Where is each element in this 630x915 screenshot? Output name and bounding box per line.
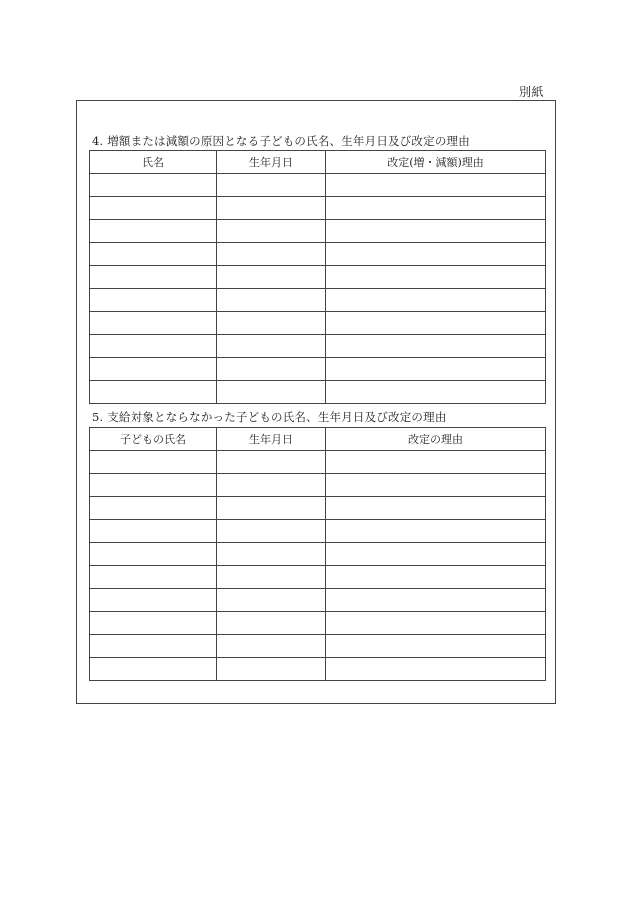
table-row bbox=[90, 474, 546, 497]
birthdate-cell[interactable] bbox=[217, 335, 326, 358]
table-row bbox=[90, 451, 546, 474]
birthdate-cell[interactable] bbox=[217, 243, 326, 266]
column-header-birthdate: 生年月日 bbox=[217, 151, 326, 174]
column-header-reason: 改定の理由 bbox=[326, 428, 546, 451]
birthdate-cell[interactable] bbox=[217, 197, 326, 220]
name-cell[interactable] bbox=[90, 266, 217, 289]
birthdate-cell[interactable] bbox=[217, 635, 326, 658]
reason-cell[interactable] bbox=[326, 220, 546, 243]
table-row bbox=[90, 335, 546, 358]
name-cell[interactable] bbox=[90, 543, 217, 566]
table-row bbox=[90, 289, 546, 312]
reason-cell[interactable] bbox=[326, 197, 546, 220]
column-header-reason: 改定(増・減額)理由 bbox=[326, 151, 546, 174]
birthdate-cell[interactable] bbox=[217, 612, 326, 635]
birthdate-cell[interactable] bbox=[217, 497, 326, 520]
table-row bbox=[90, 497, 546, 520]
name-cell[interactable] bbox=[90, 381, 217, 404]
table-row bbox=[90, 381, 546, 404]
table-row bbox=[90, 658, 546, 681]
name-cell[interactable] bbox=[90, 197, 217, 220]
reason-cell[interactable] bbox=[326, 381, 546, 404]
name-cell[interactable] bbox=[90, 474, 217, 497]
table-row bbox=[90, 612, 546, 635]
name-cell[interactable] bbox=[90, 589, 217, 612]
birthdate-cell[interactable] bbox=[217, 543, 326, 566]
birthdate-cell[interactable] bbox=[217, 451, 326, 474]
name-cell[interactable] bbox=[90, 358, 217, 381]
table-header-row bbox=[90, 428, 546, 451]
section-4-heading: 4. 増額または減額の原因となる子どもの氏名、生年月日及び改定の理由 bbox=[92, 134, 470, 148]
reason-cell[interactable] bbox=[326, 474, 546, 497]
reason-cell[interactable] bbox=[326, 497, 546, 520]
reason-cell[interactable] bbox=[326, 612, 546, 635]
reason-cell[interactable] bbox=[326, 312, 546, 335]
reason-cell[interactable] bbox=[326, 589, 546, 612]
column-header-birthdate: 生年月日 bbox=[217, 428, 326, 451]
column-header-name: 氏名 bbox=[90, 151, 217, 174]
section-5-table bbox=[89, 427, 546, 681]
reason-cell[interactable] bbox=[326, 543, 546, 566]
birthdate-cell[interactable] bbox=[217, 174, 326, 197]
table-row bbox=[90, 174, 546, 197]
name-cell[interactable] bbox=[90, 312, 217, 335]
name-cell[interactable] bbox=[90, 174, 217, 197]
name-cell[interactable] bbox=[90, 658, 217, 681]
table-row bbox=[90, 312, 546, 335]
birthdate-cell[interactable] bbox=[217, 658, 326, 681]
table-row bbox=[90, 520, 546, 543]
birthdate-cell[interactable] bbox=[217, 381, 326, 404]
reason-cell[interactable] bbox=[326, 174, 546, 197]
name-cell[interactable] bbox=[90, 497, 217, 520]
birthdate-cell[interactable] bbox=[217, 474, 326, 497]
reason-cell[interactable] bbox=[326, 243, 546, 266]
reason-cell[interactable] bbox=[326, 658, 546, 681]
name-cell[interactable] bbox=[90, 566, 217, 589]
attachment-label: 別紙 bbox=[519, 85, 545, 99]
table-row bbox=[90, 197, 546, 220]
table-row bbox=[90, 635, 546, 658]
table-row bbox=[90, 243, 546, 266]
section-4-table bbox=[89, 150, 546, 404]
name-cell[interactable] bbox=[90, 612, 217, 635]
birthdate-cell[interactable] bbox=[217, 312, 326, 335]
table-row bbox=[90, 566, 546, 589]
name-cell[interactable] bbox=[90, 289, 217, 312]
birthdate-cell[interactable] bbox=[217, 220, 326, 243]
column-header-child-name: 子どもの氏名 bbox=[90, 428, 217, 451]
table-header-row bbox=[90, 151, 546, 174]
table-row bbox=[90, 266, 546, 289]
section-5-heading: 5. 支給対象とならなかった子どもの氏名、生年月日及び改定の理由 bbox=[92, 410, 447, 424]
reason-cell[interactable] bbox=[326, 520, 546, 543]
birthdate-cell[interactable] bbox=[217, 589, 326, 612]
table-row bbox=[90, 543, 546, 566]
reason-cell[interactable] bbox=[326, 289, 546, 312]
name-cell[interactable] bbox=[90, 635, 217, 658]
name-cell[interactable] bbox=[90, 451, 217, 474]
name-cell[interactable] bbox=[90, 520, 217, 543]
name-cell[interactable] bbox=[90, 335, 217, 358]
name-cell[interactable] bbox=[90, 220, 217, 243]
birthdate-cell[interactable] bbox=[217, 358, 326, 381]
name-cell[interactable] bbox=[90, 243, 217, 266]
reason-cell[interactable] bbox=[326, 358, 546, 381]
birthdate-cell[interactable] bbox=[217, 289, 326, 312]
birthdate-cell[interactable] bbox=[217, 566, 326, 589]
table-row bbox=[90, 358, 546, 381]
reason-cell[interactable] bbox=[326, 335, 546, 358]
reason-cell[interactable] bbox=[326, 266, 546, 289]
table-row bbox=[90, 220, 546, 243]
reason-cell[interactable] bbox=[326, 635, 546, 658]
birthdate-cell[interactable] bbox=[217, 520, 326, 543]
reason-cell[interactable] bbox=[326, 566, 546, 589]
birthdate-cell[interactable] bbox=[217, 266, 326, 289]
table-row bbox=[90, 589, 546, 612]
reason-cell[interactable] bbox=[326, 451, 546, 474]
